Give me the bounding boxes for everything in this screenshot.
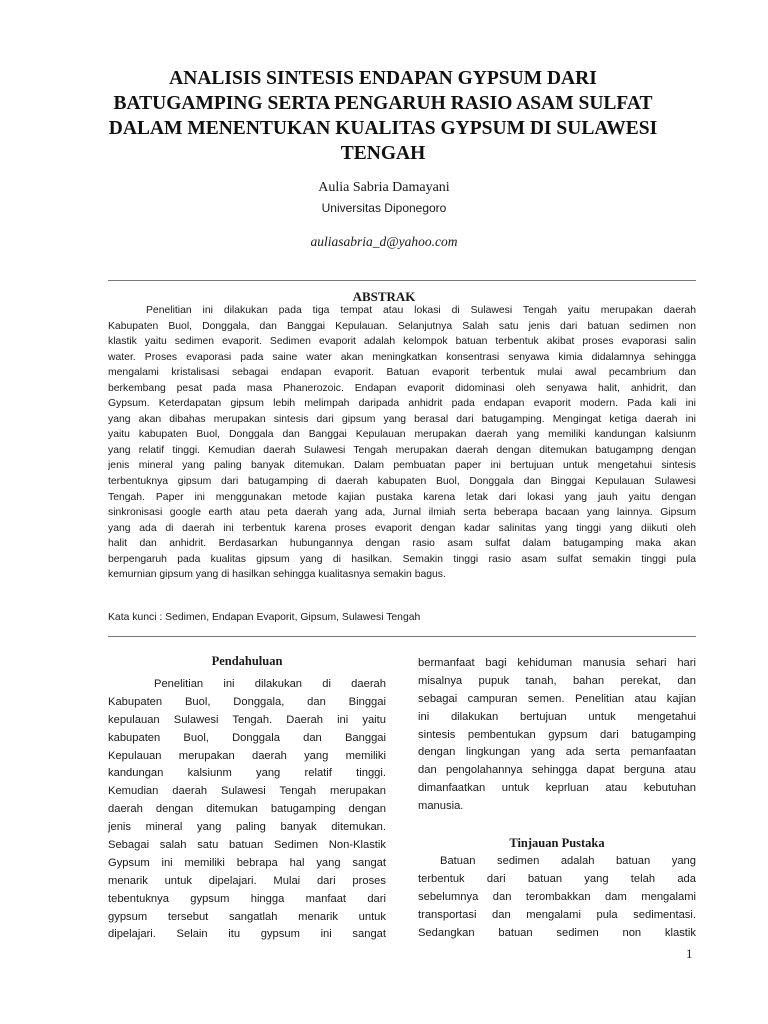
title-line: TENGAH xyxy=(340,143,426,164)
body-line: menarik untuk dipelajari. Mulai dari proses xyxy=(108,874,386,887)
body-line: dimanfaatkan untuk keprluan atau kebutuhan xyxy=(418,782,696,795)
spacer xyxy=(418,816,696,834)
section-heading-pendahuluan: Pendahuluan xyxy=(211,654,283,668)
body-line: dan pengolahannya sehingga dapat berguna atau xyxy=(418,764,696,777)
body-line: gypsum tersebut sangatlah menarik untuk xyxy=(108,910,386,923)
body-line: sebagai campuran semen. Penelitian atau kajian xyxy=(418,692,696,705)
abstract-line: Penelitian ini dilakukan pada tiga tempat atau lokasi di Sulawesi Tengah yaitu merupakan daerah xyxy=(146,305,696,316)
body-line: dengan lingkungan yang ada serta pemanfaatan xyxy=(418,746,696,759)
abstract-line: berkembang pesat pada masa Phanerozoic. Endapan evaporit didominasi oleh senyawa halit, anhidrit, dan xyxy=(108,382,696,394)
body-line: Penelitian ini dilakukan di daerah xyxy=(154,678,386,690)
title-line: BATUGAMPING SERTA PENGARUH RASIO ASAM SULFAT xyxy=(113,93,653,114)
abstract-line: terbentuknya gipsum dari batugamping di daerah kabupaten Buol, Donggala dan Binggai Kepulauan Sulawesi xyxy=(108,476,696,488)
body-line: sintesis pembentukan gypsum dari batugamping xyxy=(418,728,696,741)
body-line: kandungan kalsiunm yang relatif tinggi. xyxy=(108,767,386,780)
abstract-line: jenis mineral yang paling banyak ditemukan. Dalam pembuatan paper ini bertujuan untuk mengetahui sintesis xyxy=(108,460,696,472)
keywords: Kata kunci : Sedimen, Endapan Evaporit, Gipsum, Sulawesi Tengah xyxy=(108,612,421,623)
abstract-line: berpengaruh pada kualitas gipsum yang di hasilkan. Semakin tinggi rasio asam sulfat semakin tinggi pula xyxy=(108,553,696,565)
right-column xyxy=(418,655,696,942)
abstract-line: Gypsum. Keterdapatan gipsum lebih melimpah daripada anhidrit pada endapan evaporit modern. Pada kali ini xyxy=(108,398,696,410)
body-line: bermanfaat bagi kehiduman manusia sehari hari xyxy=(418,657,696,669)
body-line: Gypsum ini memiliki bebrapa hal yang sangat xyxy=(108,856,386,869)
abstract-line: klastik yaitu sedimen evaporit. Sedimen evaporit adalah kelompok batuan terbentuk akibat proses evaporasi salin xyxy=(108,336,696,348)
body-line: tebentuknya gypsum hingga manfaat dari xyxy=(108,892,386,905)
abstract-heading: ABSTRAK xyxy=(352,289,416,304)
abstract-line: water. Proses evaporasi pada saine water akan meningkatkan konsentrasi senyawa kimia didalamnya sehingga xyxy=(108,351,696,363)
abstract-body xyxy=(108,303,696,583)
author-name: Aulia Sabria Damayani xyxy=(318,180,450,195)
abstract-line: yang relatif tinggi. Kemudian daerah Sulawesi Tengah merupakan daerah dengan ditemukan batugampng dengan xyxy=(108,444,696,456)
body-line: manusia. xyxy=(418,800,464,813)
abstract-line: sinkronisasi google earth atau peta daerah yang ada, Jurnal ilmiah serta beberapa bacaan yang lainnya. Gipsum xyxy=(108,507,696,519)
body-line: jenis mineral yang paling banyak ditemukan. xyxy=(108,821,386,834)
page-number: 1 xyxy=(686,946,693,961)
abstract-line: halit dan anhidrit. Berdasarkan hubungannya dengan rasio asam sulfat dalam batugamping maka akan xyxy=(108,538,696,550)
left-column xyxy=(108,652,386,944)
abstract-line: Kabupaten Buol, Donggala, dan Banggai Kepulauan. Selanjutnya Salah satu jenis dari batuan sedimen non xyxy=(108,320,696,332)
abstract-line: kemurnian gipsum yang di hasilkan sehingga kualitasnya semakin bagus. xyxy=(108,569,446,581)
author-affiliation: Universitas Diponegoro xyxy=(321,201,447,215)
body-line: kepulauan Sulawesi Tengah. Daerah ini yaitu xyxy=(108,713,386,726)
body-line: misalnya pupuk tanah, bahan perekat, dan xyxy=(418,674,696,687)
body-line: Sedangkan batuan sedimen non klastik xyxy=(418,926,696,939)
abstract-line: Tengah. Paper ini menggunakan metode kajian pustaka karena letak dari lokasi yang jauh yaitu dengan xyxy=(108,491,696,503)
body-line: ini dilakukan bertujuan untuk mengetahui xyxy=(418,710,696,723)
abstract-line: mengalami kristalisasi sebagai endapan evaporit. Batuan evaporit terbentuk mulai awal pecambrium dan xyxy=(108,367,696,379)
body-line: terbentuk dari batuan yang telah ada xyxy=(418,872,696,885)
divider-top xyxy=(108,280,696,281)
body-line: dipelajari. Selain itu gypsum ini sangat xyxy=(108,928,386,941)
title-line: DALAM MENENTUKAN KUALITAS GYPSUM DI SULAWESI xyxy=(108,118,658,139)
body-line: kabupaten Buol, Donggala dan Banggai xyxy=(108,731,386,744)
body-line: sebelumnya dan terombakkan dam mengalami xyxy=(418,890,696,903)
body-line: Batuan sedimen adalah batuan yang xyxy=(440,855,696,868)
body-line: Kemudian daerah Sulawesi Tengah merupakan xyxy=(108,785,386,798)
abstract-line: yang ada di daerah ini terbentuk karena proses evaporit dengan kadar salinitas yang tinggi yang diikuti oleh xyxy=(108,522,696,534)
body-line: Kepulauan merupakan daerah yang memiliki xyxy=(108,749,386,762)
body-line: Kabupaten Buol, Donggala, dan Binggai xyxy=(108,695,386,708)
abstract-line: yang akan dibahas merupakan sintesis dari gipsum yang berasal dari batugamping. Mengingat ketiga daerah ini xyxy=(108,413,696,425)
paper-title xyxy=(100,66,666,166)
author-email: auliasabria_d@yahoo.com xyxy=(310,234,458,249)
body-line: Sebagai salah satu batuan Sedimen Non-Klastik xyxy=(108,839,386,852)
title-line: ANALISIS SINTESIS ENDAPAN GYPSUM DARI xyxy=(169,68,597,89)
divider-bottom xyxy=(108,636,696,637)
section-heading-tinjauan-pustaka: Tinjauan Pustaka xyxy=(509,836,605,851)
body-line: transportasi dan mengalami pula sedimentasi. xyxy=(418,908,696,921)
abstract-line: yaitu kabupaten Buol, Donggala dan Banggai Kepulauan merupakan daerah yang memiliki kandungan kalsiunm xyxy=(108,429,696,441)
body-line: daerah dengan ditemukan batugamping dengan xyxy=(108,803,386,816)
